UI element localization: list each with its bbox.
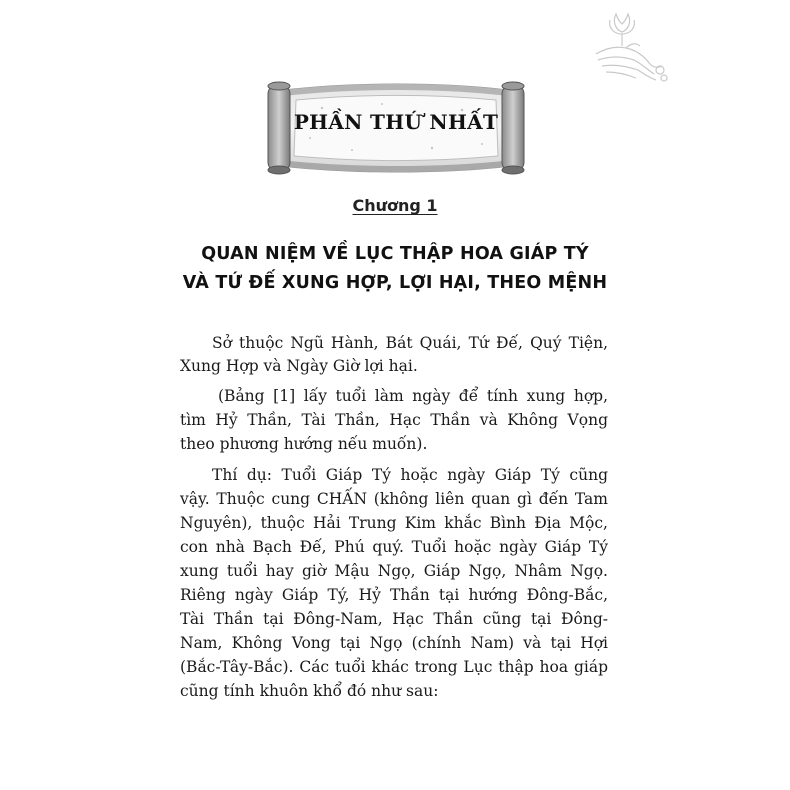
paragraph-3-line-7: Tài Thần tại Đông-Nam, Hạc Thần cũng tại Đông- bbox=[180, 610, 608, 628]
paragraph-3-line-2: vậy. Thuộc cung CHẤN (không liên quan gì đến Tam bbox=[180, 490, 608, 508]
paragraph-2-line-3: theo phương hướng nếu muốn). bbox=[180, 435, 428, 453]
paragraph-3-line-3: Nguyên), thuộc Hải Trung Kim khắc Bình Địa Mộc, bbox=[180, 514, 608, 532]
paragraph-3-line-4: con nhà Bạch Đế, Phú quý. Tuổi hoặc ngày Giáp Tý bbox=[180, 538, 608, 556]
part-banner bbox=[262, 78, 530, 178]
paragraph-2-line-1: (Bảng [1] lấy tuổi làm ngày để tính xung hợp, bbox=[218, 387, 608, 405]
paragraph-3-line-8: Nam, Không Vong tại Ngọ (chính Nam) và tại Hợi bbox=[180, 634, 608, 652]
paragraph-3-line-6: Riêng ngày Giáp Tý, Hỷ Thần tại hướng Đông-Bắc, bbox=[180, 586, 608, 604]
paragraph-3-line-1: Thí dụ: Tuổi Giáp Tý hoặc ngày Giáp Tý cũng bbox=[212, 466, 608, 484]
paragraph-2-line-2: tìm Hỷ Thần, Tài Thần, Hạc Thần và Không Vọng bbox=[180, 411, 608, 429]
hand-lotus-ornament-icon bbox=[582, 8, 674, 96]
chapter-label-text: Chương 1 bbox=[352, 196, 438, 215]
paragraph-1-line-1: Sở thuộc Ngũ Hành, Bát Quái, Tứ Đế, Quý Tiện, bbox=[212, 334, 608, 352]
paragraph-3-line-5: xung tuổi hay giờ Mậu Ngọ, Giáp Ngọ, Nhâm Ngọ. bbox=[180, 562, 608, 580]
paragraph-3-line-10: cũng tính khuôn khổ đó như sau: bbox=[180, 682, 439, 700]
part-title: PHẦN THỨ NHẤT bbox=[293, 110, 499, 134]
chapter-label bbox=[0, 196, 790, 215]
chapter-heading-line-1: QUAN NIỆM VỀ LỤC THẬP HOA GIÁP TÝ bbox=[201, 244, 589, 264]
chapter-heading-line-2: VÀ TỨ ĐẾ XUNG HỢP, LỢI HẠI, THEO MỆNH bbox=[182, 273, 608, 293]
paragraph-3-line-9: (Bắc-Tây-Bắc). Các tuổi khác trong Lục thập hoa giáp bbox=[180, 658, 608, 676]
paragraph-1-line-2: Xung Hợp và Ngày Giờ lợi hại. bbox=[180, 357, 418, 375]
